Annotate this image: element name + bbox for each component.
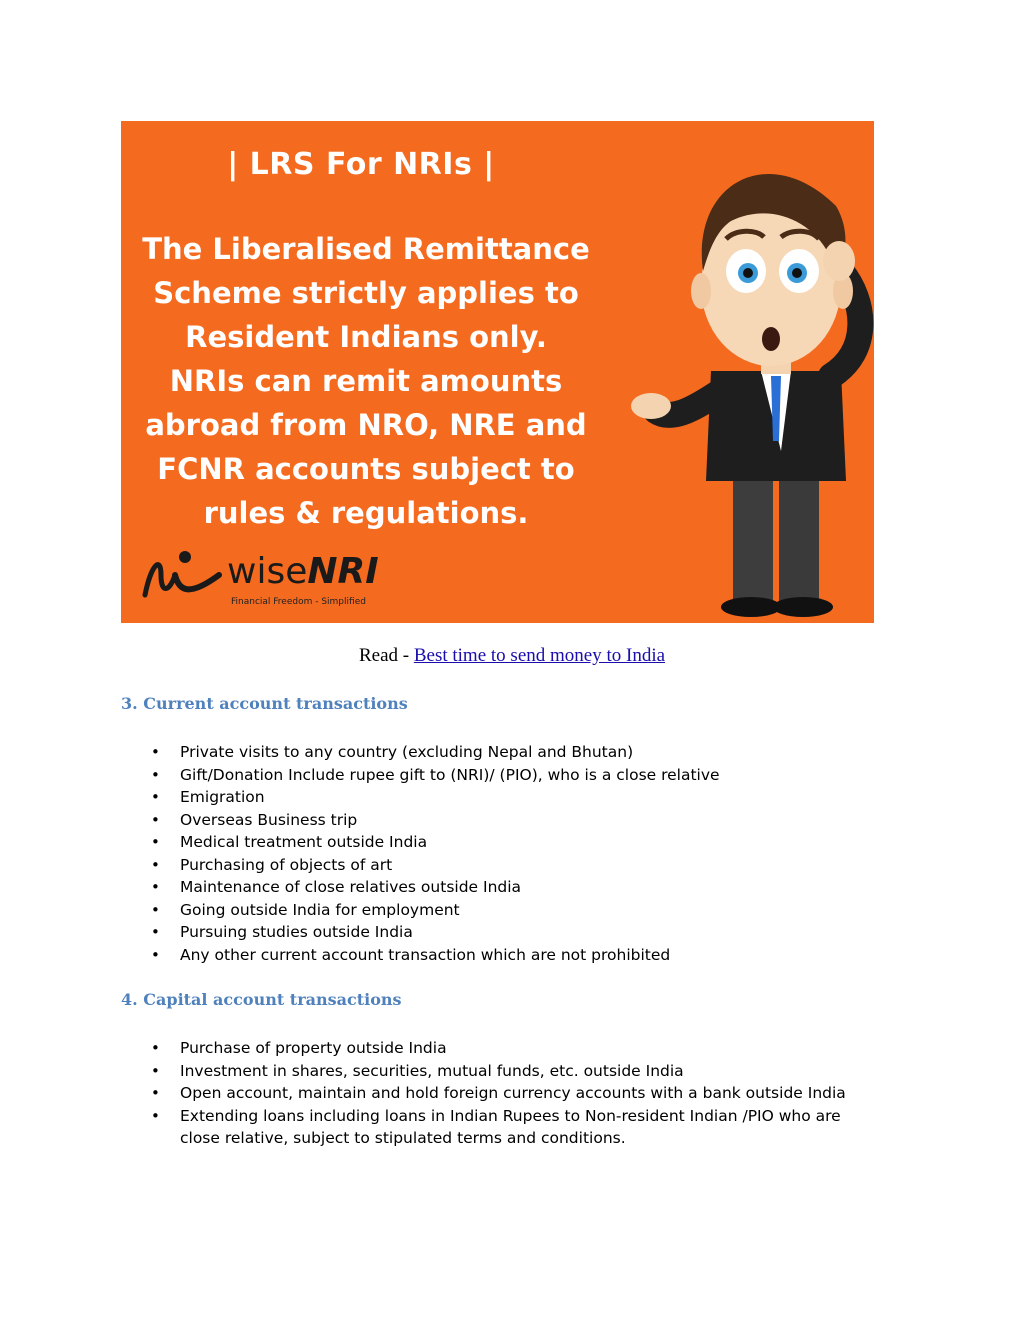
bullet-icon: • <box>151 743 160 761</box>
list-item-text: Investment in shares, securities, mutual funds, etc. outside India <box>180 1061 684 1080</box>
banner-line: rules & regulations. <box>203 496 529 530</box>
bullet-icon: • <box>151 923 160 941</box>
list-item <box>0 1060 880 1083</box>
bullet-icon: • <box>151 788 160 806</box>
bullet-icon: • <box>151 1106 160 1125</box>
list-item-text: Medical treatment outside India <box>180 833 428 851</box>
list-item-text: Private visits to any country (excluding Nepal and Bhutan) <box>180 743 634 761</box>
list-item-text: Emigration <box>180 788 265 806</box>
logo-wordmark-suffix: NRI <box>307 551 379 592</box>
current-account-list <box>0 741 880 966</box>
logo-wordmark-prefix: wise <box>227 551 308 592</box>
list-item <box>0 1082 880 1105</box>
list-item <box>0 809 880 832</box>
list-item-text: Any other current account transaction which are not prohibited <box>180 945 671 964</box>
bullet-icon: • <box>151 878 160 896</box>
lrs-banner-image <box>121 121 874 623</box>
banner-line: The Liberalised Remittance <box>142 232 590 266</box>
banner-body <box>131 227 601 535</box>
list-item <box>0 944 880 967</box>
list-item <box>0 1037 880 1060</box>
bullet-icon: • <box>151 855 160 874</box>
logo-wordmark <box>227 551 379 592</box>
list-item-text: Open account, maintain and hold foreign currency accounts with a bank outside India <box>180 1084 846 1102</box>
list-item <box>0 899 880 922</box>
list-item <box>0 1105 880 1150</box>
section-heading-current-account: 3. Current account transactions <box>121 694 408 713</box>
banner-title: | LRS For NRIs | <box>227 147 495 182</box>
list-item-text: Pursuing studies outside India <box>180 923 413 941</box>
list-item <box>0 921 880 944</box>
list-item <box>0 854 880 877</box>
list-item-text: Going outside India for employment <box>180 900 460 919</box>
bullet-icon: • <box>151 833 160 851</box>
cartoon-businessman-illustration <box>621 121 874 623</box>
wisenri-logo-mark-icon <box>139 545 225 605</box>
list-item <box>0 786 880 809</box>
banner-line: NRIs can remit amounts <box>169 364 563 398</box>
list-item-text: Gift/Donation Include rupee gift to (NRI)/ (PIO), who is a close relative <box>180 765 720 784</box>
bullet-icon: • <box>151 1061 160 1080</box>
list-item-text: Purchase of property outside India <box>180 1039 447 1057</box>
list-item <box>0 764 880 787</box>
list-item <box>0 741 880 764</box>
bullet-icon: • <box>151 765 160 784</box>
list-item-text: Extending loans including loans in Indian Rupees to Non-resident Indian /PIO who are close relative, subject to stipulated terms and conditions. <box>180 1106 841 1147</box>
bullet-icon: • <box>151 900 160 919</box>
banner-line: abroad from NRO, NRE and <box>145 408 587 442</box>
list-item-text: Purchasing of objects of art <box>180 855 393 874</box>
banner-line: Scheme strictly applies to <box>153 276 579 310</box>
banner-line: Resident Indians only. <box>185 320 547 354</box>
list-item <box>0 831 880 854</box>
banner-line: FCNR accounts subject to <box>157 452 575 486</box>
bullet-icon: • <box>151 810 160 829</box>
list-item-text: Maintenance of close relatives outside India <box>180 878 522 896</box>
bullet-icon: • <box>151 1084 160 1102</box>
bullet-icon: • <box>151 945 160 964</box>
read-more-line <box>0 645 1024 667</box>
list-item <box>0 876 880 899</box>
section-heading-capital-account: 4. Capital account transactions <box>121 990 402 1009</box>
list-item-text: Overseas Business trip <box>180 810 358 829</box>
bullet-icon: • <box>151 1039 160 1057</box>
wisenri-logo <box>139 541 399 611</box>
read-prefix: Read - <box>358 645 414 666</box>
capital-account-list <box>0 1037 880 1150</box>
best-time-to-send-money-link[interactable]: Best time to send money to India <box>413 645 666 666</box>
logo-tagline: Financial Freedom - Simplified <box>231 597 366 607</box>
